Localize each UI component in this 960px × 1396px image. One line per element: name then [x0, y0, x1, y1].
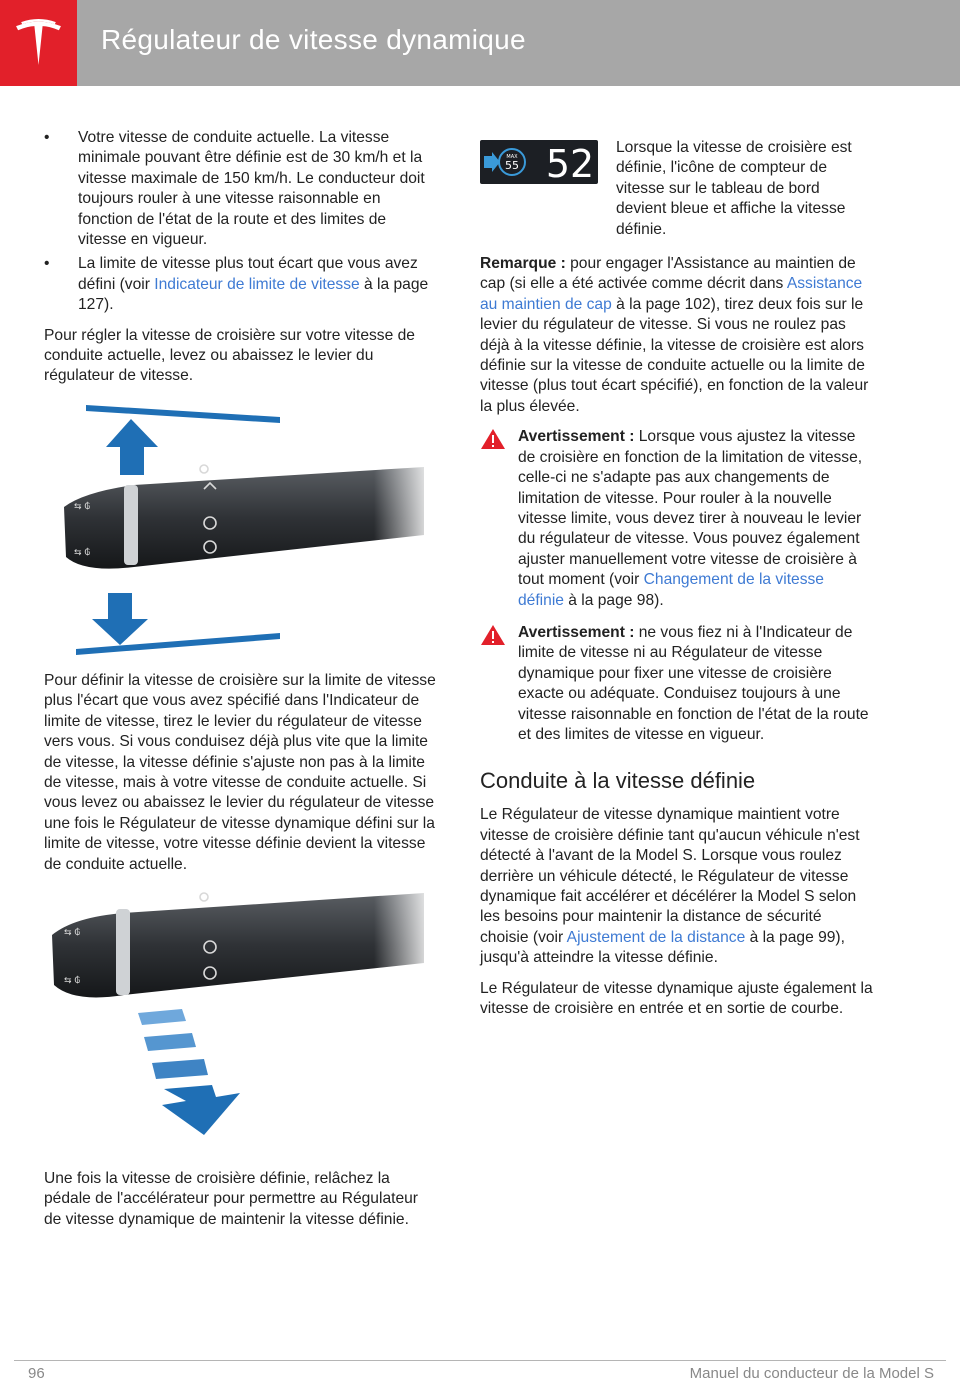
stalk-up-down-illustration	[44, 397, 436, 659]
dashboard-description: Lorsque la vitesse de croisière est définie, l'icône de compteur de vitesse sur le tableau de bord devient bleue et affiche la vitesse définie.	[616, 139, 852, 238]
page-header	[0, 0, 960, 86]
svg-text:⇆ ₲: ⇆ ₲	[64, 927, 81, 938]
warning-icon	[480, 624, 506, 646]
warning-icon	[480, 428, 506, 450]
warning-label: Avertissement :	[518, 428, 635, 446]
page-number: 96	[28, 1365, 45, 1382]
footer-divider	[14, 1360, 946, 1361]
list-item-text: Votre vitesse de conduite actuelle. La vitesse minimale pouvant être définie est de 30 km/h et la vitesse maximale de 150 km/h. Le conducteur doit toujours rouler à une vitesse raisonnable en fonction de l'état de la route et des limites de vitesse en vigueur.	[78, 129, 425, 249]
right-column	[480, 138, 874, 1029]
link-speed-limit-indicator[interactable]: Indicateur de limite de vitesse	[154, 275, 360, 293]
dashboard-speed-display	[480, 140, 598, 184]
section-heading: Conduite à la vitesse définie	[480, 768, 756, 794]
svg-text:⇆ ₲: ⇆ ₲	[64, 975, 81, 986]
speed-options-list	[44, 128, 436, 316]
stalk-pull-illustration	[44, 885, 436, 1157]
link-lane-assist[interactable]: Assistance au maintien de cap	[480, 275, 863, 313]
left-column	[44, 128, 436, 1240]
warning-block: Avertissement : ne vous fiez ni à l'Indicateur de limite de vitesse ni au Régulateur de vitesse dynamique pour fixer une vitesse de croisière exacte ou adéquate. Conduisez toujours à une vitesse raisonnable en fonction de l'état de la route et des limites de vitesse en vigueur.	[480, 623, 874, 745]
note-label: Remarque :	[480, 255, 566, 273]
link-adjust-distance[interactable]: Ajustement de la distance	[566, 928, 746, 946]
paragraph: Le Régulateur de vitesse dynamique maintient votre vitesse de croisière définie tant qu'aucun véhicule n'est détecté à l'avant de la Model S. Lorsque vous roulez derrière un véhicule détecté, le Régulateur de vitesse dynamique fait accélérer et décélérer la Model S selon les besoins pour maintenir la distance de sécurité choisie (voir Ajustement de la distance à la page 99), jusqu'à atteindre la vitesse définie.	[480, 806, 860, 967]
page-title: Régulateur de vitesse dynamique	[101, 24, 526, 55]
current-speed: 52	[545, 142, 595, 184]
svg-text:⇆ ₲: ⇆ ₲	[74, 501, 91, 512]
list-item: • Votre vitesse de conduite actuelle. La vitesse minimale pouvant être définie est de 30 km/h et la vitesse maximale de 150 km/h. Le conducteur doit toujours rouler à une vitesse raisonnable en fonction de l'état de la route et des limites de vitesse en vigueur.	[44, 129, 425, 249]
warning-label: Avertissement :	[518, 623, 635, 641]
note: Remarque : pour engager l'Assistance au maintien de cap (si elle a été activée comme décrit dans Assistance au maintien de cap à la page 102), tirez deux fois sur le levier du régulateur de vitesse. Si vous ne roulez pas déjà à la vitesse définie, la vitesse de croisière est alors définie sur la vitesse de conduite actuelle ou la limite de vitesse (plus tout écart spécifié), en fonction de la valeur la plus élevée.	[480, 255, 869, 415]
warning-block: Avertissement : Lorsque vous ajustez la vitesse de croisière en fonction de la limitation de vitesse, celle-ci ne s'adapte pas aux changements de limitation de vitesse. Pour rouler à la nouvelle vitesse limite, vous devez tirer à nouveau le levier du régulateur de vitesse. Vous pouvez également ajuster manuellement votre vitesse de croisière à tout moment (voir Changement de la vitesse définie à la page 98).	[480, 427, 874, 611]
dashboard-speed-row	[480, 138, 874, 240]
link-change-set-speed[interactable]: Changement de la vitesse définie	[518, 571, 824, 609]
brand-logo-box	[0, 0, 77, 86]
max-value: 55	[505, 159, 519, 172]
paragraph: Pour définir la vitesse de croisière sur la limite de vitesse plus l'écart que vous avez spécifié dans l'Indicateur de limite de vitesse, tirez le levier du régulateur de vitesse vers vous. Si vous conduisez déjà plus vite que la limite de vitesse, la vitesse définie s'ajuste non pas à la limite de vitesse, mais à votre vitesse de conduite actuelle. Si vous levez ou abaissez le levier du régulateur de vitesse une fois le Régulateur de vitesse dynamique défini sur la limite de vitesse, votre vitesse définie devient la vitesse de conduite actuelle.	[44, 671, 436, 873]
max-label: MAX	[506, 154, 518, 160]
paragraph: Le Régulateur de vitesse dynamique ajuste également la vitesse de croisière en entrée et en sortie de courbe.	[480, 979, 873, 1018]
svg-text:⇆ ₲: ⇆ ₲	[74, 547, 91, 558]
tesla-logo-icon	[13, 17, 64, 68]
list-item: • La limite de vitesse plus tout écart que vous avez défini (voir Indicateur de limite de vitesse à la page 127).	[44, 255, 429, 314]
paragraph: Une fois la vitesse de croisière définie, relâchez la pédale de l'accélérateur pour permettre au Régulateur de vitesse dynamique de maintenir la vitesse définie.	[44, 1169, 418, 1228]
manual-title: Manuel du conducteur de la Model S	[689, 1365, 934, 1382]
paragraph: Pour régler la vitesse de croisière sur votre vitesse de conduite actuelle, levez ou abaissez le levier du régulateur de vitesse.	[44, 326, 415, 385]
